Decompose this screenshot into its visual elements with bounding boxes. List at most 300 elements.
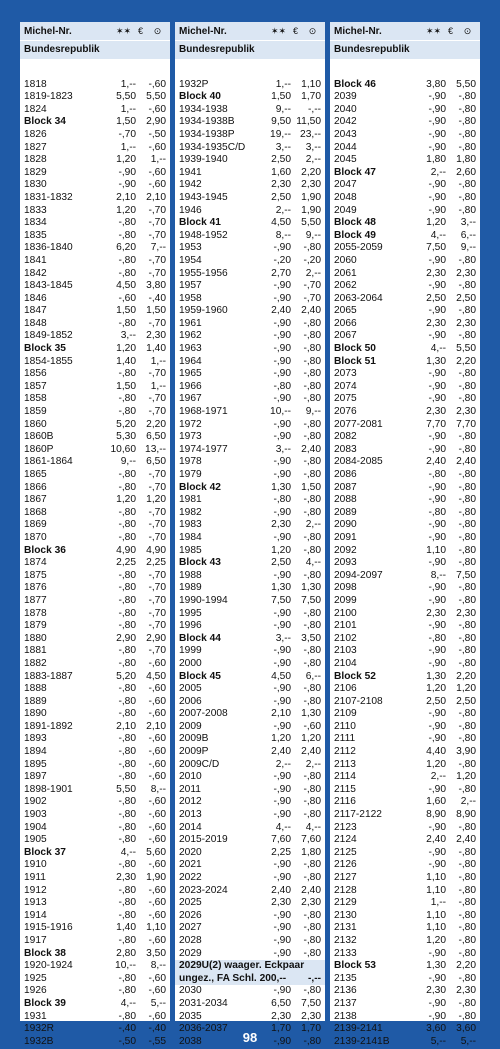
price-used: -,80 (458, 1010, 476, 1022)
catalog-number: 1989 (179, 582, 202, 594)
catalog-number: 1835 (24, 229, 47, 241)
price-used: -,80 (303, 657, 321, 669)
catalog-number: 1889 (24, 695, 47, 707)
table-row (179, 784, 321, 797)
catalog-number: 2112 (334, 746, 356, 758)
table-row (24, 280, 166, 293)
table-row (179, 922, 321, 935)
table-row (334, 393, 476, 406)
catalog-number: 2100 (334, 607, 357, 619)
catalog-number: 2110 (334, 720, 356, 732)
table-row (334, 696, 476, 709)
price-used: -,70 (148, 204, 166, 216)
price-used: -,60 (148, 78, 166, 90)
price-mint: 2,25 (271, 846, 291, 858)
table-row (24, 645, 166, 658)
table-row (334, 922, 476, 935)
catalog-number: 2128 (334, 884, 357, 896)
catalog-number: 1917 (24, 934, 47, 946)
table-row (179, 519, 321, 532)
table-row (334, 192, 476, 205)
table-row (179, 381, 321, 394)
table-row (179, 545, 321, 558)
catalog-number: 2092 (334, 544, 357, 556)
price-mint: 4,-- (120, 846, 136, 858)
price-used: 7,50 (456, 569, 476, 581)
price-mint: 1,-- (430, 897, 446, 909)
catalog-number: 2006 (179, 695, 202, 707)
price-mint: 2,25 (116, 557, 136, 569)
price-mint: 1,30 (271, 582, 291, 594)
catalog-number: 2015-2019 (179, 834, 228, 846)
price-mint: -,90 (428, 997, 446, 1009)
table-row (24, 696, 166, 709)
catalog-number: 1915-1916 (24, 922, 73, 934)
table-row (24, 771, 166, 784)
table-row (179, 456, 321, 469)
price-used: 5,-- (150, 997, 166, 1009)
table-row (334, 129, 476, 142)
price-mint: 1,20 (426, 217, 446, 229)
catalog-number: 2094-2097 (334, 569, 383, 581)
price-mint: 1,10 (426, 884, 446, 896)
price-used: -,60 (148, 909, 166, 921)
catalog-number: Block 49 (334, 229, 376, 241)
price-mint: 5,30 (116, 431, 136, 443)
price-mint: 3,60 (426, 1023, 446, 1035)
price-mint: -,80 (118, 758, 136, 770)
table-row (179, 305, 321, 318)
price-mint: -,90 (428, 128, 446, 140)
table-row (179, 897, 321, 910)
table-row (179, 645, 321, 658)
catalog-number: 2040 (334, 103, 357, 115)
price-mint: -,90 (273, 859, 291, 871)
price-mint: -,90 (428, 141, 446, 153)
catalog-number: 2005 (179, 683, 202, 695)
table-row (179, 683, 321, 696)
table-row (334, 419, 476, 432)
catalog-number: 1878 (24, 607, 47, 619)
table-row (334, 318, 476, 331)
table-row (24, 885, 166, 898)
price-used: -,80 (458, 997, 476, 1009)
price-mint: 2,-- (430, 771, 446, 783)
catalog-number: 1860P (24, 443, 54, 455)
price-used: -,80 (458, 758, 476, 770)
catalog-number: 2027 (179, 922, 202, 934)
price-mint: -,90 (273, 393, 291, 405)
price-mint: -,80 (118, 531, 136, 543)
price-mint: 10,-- (115, 960, 136, 972)
catalog-number: 1967 (179, 393, 202, 405)
price-used: 2,60 (456, 166, 476, 178)
price-mint: -,80 (118, 317, 136, 329)
catalog-number: 1893 (24, 733, 47, 745)
catalog-number: Block 38 (24, 947, 66, 959)
price-used: -,60 (148, 985, 166, 997)
price-mint: -,90 (428, 380, 446, 392)
price-mint: -,90 (118, 179, 136, 191)
price-mint: -,90 (428, 116, 446, 128)
catalog-number: Block 40 (179, 91, 221, 103)
price-mint: 2,30 (271, 519, 291, 531)
catalog-number: 2137 (334, 997, 357, 1009)
price-used: -,80 (303, 872, 321, 883)
table-row (334, 608, 476, 621)
price-used (313, 960, 321, 973)
price-mint: -,80 (118, 771, 136, 783)
catalog-number: 1942 (179, 179, 202, 191)
price-mint: -,90 (428, 519, 446, 531)
price-mint: -,90 (273, 469, 291, 480)
price-used: -,80 (458, 884, 476, 896)
catalog-number: Block 52 (334, 670, 376, 682)
catalog-number: 1903 (24, 809, 47, 821)
table-row (179, 356, 321, 369)
table-row (334, 557, 476, 570)
price-used: 6,50 (146, 431, 166, 443)
table-row (24, 205, 166, 218)
price-mint: -,90 (428, 1010, 446, 1022)
price-mint: -,90 (273, 569, 291, 581)
table-row (24, 142, 166, 155)
catalog-number: 2063-2064 (334, 292, 383, 304)
table-row (24, 608, 166, 621)
table-row (334, 885, 476, 898)
price-mint: 8,90 (426, 809, 446, 821)
catalog-number: 1910 (24, 859, 47, 871)
catalog-number: 1926 (24, 985, 47, 997)
catalog-number: 2028 (179, 934, 202, 946)
table-row (175, 960, 325, 973)
catalog-number: 1902 (24, 796, 47, 808)
used-stamp-icon: ⊙ (308, 25, 317, 36)
catalog-number: 1999 (179, 645, 202, 657)
price-used: 9,-- (305, 229, 321, 241)
price-mint: -,90 (273, 872, 291, 883)
price-mint: -,80 (118, 519, 136, 531)
table-row (179, 620, 321, 633)
table-row (24, 671, 166, 684)
header-title: Michel-Nr. (334, 25, 382, 37)
price-mint: -,80 (428, 506, 446, 518)
price-used: -,60 (148, 695, 166, 707)
price-used: 3,50 (301, 632, 321, 644)
table-row (179, 179, 321, 192)
price-used: -,80 (458, 305, 476, 317)
table-row (179, 948, 321, 961)
price-mint: 1,-- (120, 78, 136, 90)
price-used: -,80 (303, 909, 321, 921)
catalog-number: Block 51 (334, 355, 376, 367)
catalog-number: 1874 (24, 557, 47, 569)
table-row (179, 771, 321, 784)
table-row (334, 242, 476, 255)
catalog-number: 2115 (334, 783, 356, 795)
price-used: 3,-- (460, 217, 476, 229)
price-mint: 4,-- (430, 343, 446, 355)
catalog-number: 1842 (24, 267, 47, 279)
table-row (24, 683, 166, 696)
catalog-number: 2136 (334, 985, 357, 997)
price-mint: -,80 (118, 834, 136, 846)
price-used: 3,60 (456, 1023, 476, 1035)
price-used: 2,90 (146, 116, 166, 128)
price-used: 1,80 (456, 154, 476, 166)
price-used: -,70 (148, 645, 166, 657)
table-row (334, 406, 476, 419)
catalog-number: Block 43 (179, 557, 221, 569)
catalog-number: 2045 (334, 154, 357, 166)
price-mint: 2,-- (275, 204, 291, 216)
price-mint: -,90 (273, 985, 291, 997)
table-row (179, 822, 321, 835)
catalog-number: 1826 (24, 128, 47, 140)
table-row (24, 985, 166, 998)
catalog-number (334, 66, 416, 79)
catalog-number: 2048 (334, 191, 357, 203)
table-row (24, 595, 166, 608)
table-row (334, 494, 476, 507)
table-row (24, 532, 166, 545)
price-used: 2,40 (456, 834, 476, 846)
table-row (179, 809, 321, 822)
price-used: -,80 (303, 380, 321, 392)
price-mint: 2,30 (271, 1010, 291, 1022)
price-mint: 1,20 (271, 733, 291, 745)
price-mint: 2,40 (271, 746, 291, 758)
price-used: 2,20 (456, 960, 476, 972)
price-mint: 3,-- (275, 443, 291, 455)
catalog-number: 1934-1935C/D (179, 141, 246, 153)
price-mint: -,80 (118, 746, 136, 758)
price-used: 2,40 (301, 746, 321, 758)
table-row (24, 66, 166, 79)
price-mint: 1,-- (120, 103, 136, 115)
table-row (24, 582, 166, 595)
catalog-number: 1890 (24, 708, 47, 720)
table-row (179, 532, 321, 545)
price-mint: -,80 (118, 229, 136, 241)
price-mint: 3,80 (426, 78, 446, 90)
table-row (24, 305, 166, 318)
catalog-number: 1914 (24, 909, 47, 921)
price-mint: -,90 (273, 620, 291, 632)
table-row (179, 230, 321, 243)
price-mint: -,90 (428, 481, 446, 493)
catalog-number: 1982 (179, 506, 202, 518)
catalog-number (179, 66, 261, 79)
table-row (24, 129, 166, 142)
price-used: -,60 (303, 720, 321, 732)
table-row (24, 154, 166, 167)
price-used: -,80 (458, 254, 476, 266)
price-used: -,80 (458, 645, 476, 657)
price-mint: 10,-- (270, 406, 291, 418)
table-row (334, 973, 476, 986)
price-mint: -,90 (273, 607, 291, 619)
price-mint: 1,20 (426, 934, 446, 946)
price-mint: -,80 (118, 909, 136, 921)
price-used: 11,50 (296, 116, 321, 128)
table-row (24, 217, 166, 230)
page-number: 98 (242, 1030, 258, 1045)
catalog-number: 1883-1887 (24, 670, 73, 682)
table-row (334, 570, 476, 583)
price-mint: 2,30 (426, 267, 446, 279)
catalog-number: 2047 (334, 179, 357, 191)
catalog-number: 1934-1938 (179, 103, 228, 115)
catalog-number: 1879 (24, 620, 47, 632)
price-mint: 1,10 (426, 909, 446, 921)
price-used: -,80 (303, 809, 321, 821)
table-row (334, 456, 476, 469)
price-used: -,40 (148, 1023, 166, 1035)
price-used: 2,-- (305, 267, 321, 279)
table-row (334, 179, 476, 192)
price-used: -,60 (148, 166, 166, 178)
table-row (24, 104, 166, 117)
price-mint: 4,40 (426, 746, 446, 758)
catalog-number: 1829 (24, 166, 47, 178)
price-used: -,60 (148, 141, 166, 153)
price-used: -,80 (303, 985, 321, 997)
price-mint: -,90 (273, 934, 291, 946)
price-used: 1,70 (301, 91, 321, 103)
price-used: -,60 (148, 897, 166, 909)
table-row (24, 469, 166, 482)
price-used: -,80 (458, 393, 476, 405)
table-row (334, 582, 476, 595)
catalog-number: 2117-2122 (334, 809, 382, 821)
price-mint: 3,-- (120, 330, 136, 342)
section-title: Bundesrepublik (20, 41, 170, 59)
table-row (179, 494, 321, 507)
table-row (24, 910, 166, 923)
price-mint: 10,60 (110, 443, 136, 455)
price-used: -,70 (148, 229, 166, 241)
price-used: -,80 (458, 544, 476, 556)
price-used: -,70 (148, 594, 166, 606)
catalog-number: 2132 (334, 934, 357, 946)
price-used: -,80 (303, 783, 321, 795)
price-mint: -,90 (273, 242, 291, 254)
price-mint: -,90 (428, 191, 446, 203)
table-row (24, 872, 166, 885)
catalog-number: 2114 (334, 771, 356, 783)
catalog-number: 1868 (24, 506, 47, 518)
price-mint: 3,-- (275, 632, 291, 644)
table-row (179, 318, 321, 331)
table-row (24, 444, 166, 457)
table-row (24, 368, 166, 381)
price-mint: -,90 (273, 720, 291, 732)
table-row (24, 557, 166, 570)
price-mint: 2,30 (426, 406, 446, 418)
price-mint: -,90 (428, 368, 446, 380)
table-row (24, 746, 166, 759)
block-row (24, 343, 166, 356)
price-used: -,80 (458, 103, 476, 115)
catalog-list (175, 59, 325, 1048)
price-mint: -,90 (428, 393, 446, 405)
price-used: -,60 (148, 796, 166, 808)
catalog-number: Block 37 (24, 846, 66, 858)
table-row (24, 230, 166, 243)
catalog-number: 1953 (179, 242, 202, 254)
price-used: -,80 (458, 557, 476, 569)
price-used: -,70 (148, 519, 166, 531)
price-mint: 4,-- (275, 821, 291, 833)
price-mint: -,80 (273, 494, 291, 506)
table-row (334, 595, 476, 608)
block-row (179, 217, 321, 230)
price-used: 1,90 (301, 191, 321, 203)
price-used: 2,-- (460, 796, 476, 808)
catalog-number: 1913 (24, 897, 47, 909)
table-row (334, 1011, 476, 1024)
catalog-number: Block 41 (179, 217, 221, 229)
catalog-number: 2026 (179, 909, 202, 921)
price-used: -,80 (458, 657, 476, 669)
catalog-number: 1904 (24, 821, 47, 833)
catalog-number: 1882 (24, 657, 47, 669)
price-used: -,80 (303, 771, 321, 783)
table-row (179, 368, 321, 381)
price-used: -,80 (303, 695, 321, 707)
price-mint: -,90 (273, 418, 291, 430)
table-row (334, 645, 476, 658)
price-mint: -,80 (118, 217, 136, 229)
table-row (179, 79, 321, 92)
catalog-number: 1860B (24, 431, 54, 443)
catalog-number: 2010 (179, 771, 202, 783)
used-stamp-icon: ⊙ (153, 25, 162, 36)
catalog-number: Block 35 (24, 343, 66, 355)
price-mint: 4,50 (271, 670, 291, 682)
table-row (334, 859, 476, 872)
price-mint: 1,20 (271, 544, 291, 556)
price-mint: 1,50 (271, 91, 291, 103)
price-used: -,80 (458, 846, 476, 858)
price-mint: -,90 (428, 531, 446, 543)
price-mint: 7,50 (426, 242, 446, 254)
price-mint: -,80 (118, 821, 136, 833)
price-mint: -,50 (118, 1035, 136, 1047)
price-used: 6,50 (146, 456, 166, 468)
catalog-number: 2138 (334, 1010, 357, 1022)
price-used: -,80 (458, 720, 476, 732)
price-mint: -,80 (118, 393, 136, 405)
price-mint: 5,-- (430, 1035, 446, 1047)
price-mint (416, 66, 446, 79)
table-row (175, 973, 325, 986)
table-row (24, 759, 166, 772)
price-used: -,80 (303, 859, 321, 871)
price-mint: -,90 (273, 771, 291, 783)
table-row (24, 822, 166, 835)
price-mint: 2,50 (426, 292, 446, 304)
price-used: 4,50 (146, 670, 166, 682)
price-mint: -,40 (118, 1023, 136, 1035)
catalog-number: 1981 (179, 494, 202, 506)
table-row (179, 330, 321, 343)
price-mint: 1,50 (116, 116, 136, 128)
table-row (334, 897, 476, 910)
catalog-number: 2020 (179, 846, 202, 858)
table-row (179, 431, 321, 444)
